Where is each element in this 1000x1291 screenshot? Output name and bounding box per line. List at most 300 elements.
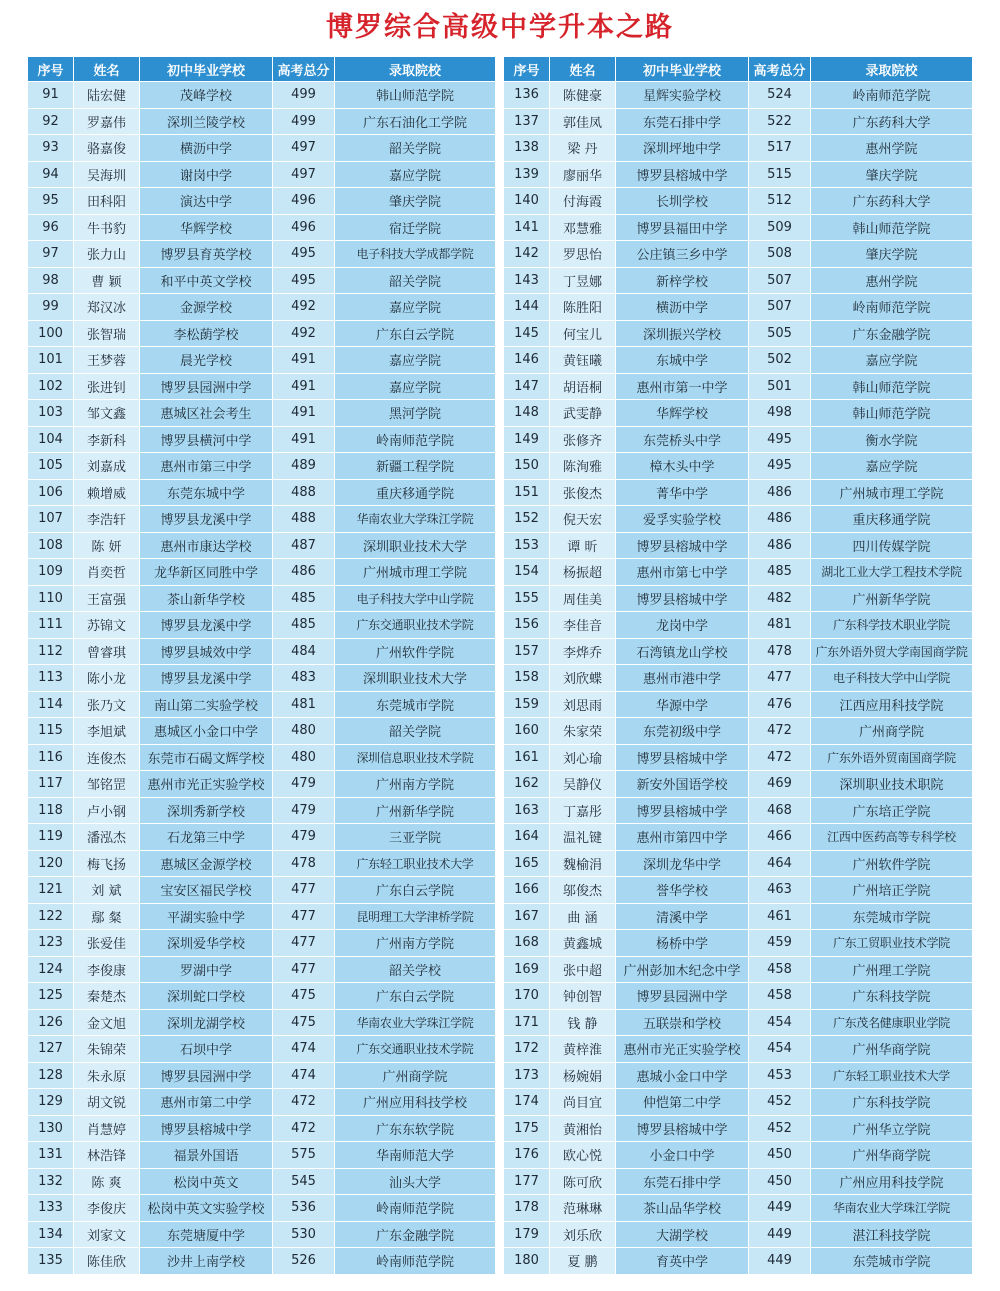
cell-student-name: 谭 昕: [550, 532, 616, 559]
cell-admitted-college: 惠州学院: [811, 267, 973, 294]
cell-total-score: 530: [273, 1221, 335, 1248]
cell-middle-school: 博罗县福田中学: [616, 214, 749, 241]
cell-total-score: 485: [273, 585, 335, 612]
cell-index: 109: [28, 559, 74, 586]
cell-admitted-college: 惠州学院: [811, 135, 973, 162]
table-row: [504, 267, 973, 294]
cell-total-score: 486: [273, 559, 335, 586]
cell-admitted-college: 广州理工学院: [811, 956, 973, 983]
cell-admitted-college: 深圳信息职业技术学院: [335, 744, 496, 771]
table-row: [504, 108, 973, 135]
cell-total-score: 501: [749, 373, 811, 400]
cell-student-name: 肖奕哲: [74, 559, 140, 586]
cell-admitted-college: 广州应用科技学校: [335, 1089, 496, 1116]
cell-middle-school: 平湖实验中学: [140, 903, 273, 930]
cell-student-name: 黄湘怡: [550, 1115, 616, 1142]
cell-admitted-college: 华南农业大学珠江学院: [811, 1195, 973, 1222]
cell-admitted-college: 电子科技大学成都学院: [335, 241, 496, 268]
header-middle-school: 初中毕业学校: [140, 57, 273, 82]
cell-middle-school: 博罗县龙溪中学: [140, 612, 273, 639]
cell-student-name: 刘乐欣: [550, 1221, 616, 1248]
table-row: [28, 320, 496, 347]
cell-middle-school: 东莞桥头中学: [616, 426, 749, 453]
cell-admitted-college: 重庆移通学院: [811, 506, 973, 533]
cell-student-name: 曹 颖: [74, 267, 140, 294]
table-row: [504, 188, 973, 215]
cell-middle-school: 松岗中英文实验学校: [140, 1195, 273, 1222]
table-row: [504, 585, 973, 612]
cell-index: 165: [504, 850, 550, 877]
cell-admitted-college: 广东科技学院: [811, 1089, 973, 1116]
cell-admitted-college: 韶关学院: [335, 267, 496, 294]
cell-index: 95: [28, 188, 74, 215]
cell-total-score: 458: [749, 956, 811, 983]
cell-student-name: 杨婉娟: [550, 1062, 616, 1089]
cell-student-name: 廖丽华: [550, 161, 616, 188]
cell-middle-school: 横沥中学: [140, 135, 273, 162]
cell-middle-school: 清溪中学: [616, 903, 749, 930]
table-row: [28, 1142, 496, 1169]
cell-index: 92: [28, 108, 74, 135]
cell-index: 170: [504, 983, 550, 1010]
cell-total-score: 454: [749, 1036, 811, 1063]
cell-middle-school: 茂峰学校: [140, 82, 273, 109]
cell-student-name: 郑汉冰: [74, 294, 140, 321]
cell-student-name: 陈可欣: [550, 1168, 616, 1195]
cell-middle-school: 茶山品华学校: [616, 1195, 749, 1222]
table-row: [28, 214, 496, 241]
table-row: [504, 956, 973, 983]
cell-student-name: 田科阳: [74, 188, 140, 215]
cell-student-name: 魏榆涓: [550, 850, 616, 877]
cell-admitted-college: 广东交通职业技术学院: [335, 612, 496, 639]
cell-index: 112: [28, 638, 74, 665]
table-row: [504, 135, 973, 162]
cell-middle-school: 龙岗中学: [616, 612, 749, 639]
cell-middle-school: 深圳秀新学校: [140, 797, 273, 824]
cell-index: 173: [504, 1062, 550, 1089]
cell-student-name: 钱 静: [550, 1009, 616, 1036]
cell-middle-school: 博罗县园洲中学: [140, 1062, 273, 1089]
cell-index: 143: [504, 267, 550, 294]
table-row: [504, 1062, 973, 1089]
cell-middle-school: 和平中英文学校: [140, 267, 273, 294]
cell-admitted-college: 岭南师范学院: [811, 82, 973, 109]
cell-admitted-college: 广州新华学院: [811, 585, 973, 612]
cell-total-score: 472: [749, 718, 811, 745]
table-row: [28, 161, 496, 188]
cell-total-score: 477: [749, 665, 811, 692]
cell-student-name: 刘心瑜: [550, 744, 616, 771]
cell-student-name: 陈洵雅: [550, 453, 616, 480]
cell-total-score: 477: [273, 903, 335, 930]
cell-total-score: 505: [749, 320, 811, 347]
table-row: [28, 241, 496, 268]
cell-student-name: 黄钰曦: [550, 347, 616, 374]
table-row: [504, 1009, 973, 1036]
cell-student-name: 李俊康: [74, 956, 140, 983]
cell-index: 137: [504, 108, 550, 135]
cell-admitted-college: 广东外语外贸南国商学院: [811, 744, 973, 771]
cell-index: 166: [504, 877, 550, 904]
cell-middle-school: 深圳坪地中学: [616, 135, 749, 162]
cell-admitted-college: 四川传媒学院: [811, 532, 973, 559]
cell-index: 176: [504, 1142, 550, 1169]
cell-middle-school: 惠州市第四中学: [616, 824, 749, 851]
table-row: [28, 135, 496, 162]
cell-middle-school: 菁华中学: [616, 479, 749, 506]
cell-student-name: 张中超: [550, 956, 616, 983]
cell-admitted-college: 广东培正学院: [811, 797, 973, 824]
table-row: [28, 479, 496, 506]
cell-middle-school: 李松蓢学校: [140, 320, 273, 347]
cell-index: 142: [504, 241, 550, 268]
table-row: [28, 1062, 496, 1089]
cell-middle-school: 茶山新华学校: [140, 585, 273, 612]
cell-student-name: 王梦蓉: [74, 347, 140, 374]
cell-index: 146: [504, 347, 550, 374]
cell-middle-school: 惠州市第二中学: [140, 1089, 273, 1116]
cell-admitted-college: 广东药科大学: [811, 108, 973, 135]
cell-index: 114: [28, 691, 74, 718]
cell-admitted-college: 广东交通职业技术学院: [335, 1036, 496, 1063]
cell-total-score: 507: [749, 267, 811, 294]
header-total-score: 高考总分: [749, 57, 811, 82]
cell-middle-school: 博罗县榕城中学: [616, 161, 749, 188]
cell-student-name: 刘嘉成: [74, 453, 140, 480]
table-row: [504, 1221, 973, 1248]
cell-student-name: 范琳琳: [550, 1195, 616, 1222]
table-row: [504, 161, 973, 188]
cell-total-score: 497: [273, 135, 335, 162]
cell-index: 174: [504, 1089, 550, 1116]
table-row: [28, 453, 496, 480]
table-row: [28, 426, 496, 453]
cell-student-name: 朱锦荣: [74, 1036, 140, 1063]
cell-total-score: 495: [273, 241, 335, 268]
cell-admitted-college: 韶关学校: [335, 956, 496, 983]
cell-total-score: 480: [273, 718, 335, 745]
cell-index: 169: [504, 956, 550, 983]
cell-total-score: 536: [273, 1195, 335, 1222]
cell-admitted-college: 广东金融学院: [811, 320, 973, 347]
cell-admitted-college: 广东金融学院: [335, 1221, 496, 1248]
cell-middle-school: 爱孚实验学校: [616, 506, 749, 533]
table-row: [504, 1036, 973, 1063]
cell-admitted-college: 广东白云学院: [335, 877, 496, 904]
cell-middle-school: 石坝中学: [140, 1036, 273, 1063]
table-row: [504, 214, 973, 241]
cell-student-name: 秦楚杰: [74, 983, 140, 1010]
cell-index: 148: [504, 400, 550, 427]
cell-index: 101: [28, 347, 74, 374]
cell-index: 164: [504, 824, 550, 851]
cell-middle-school: 星辉实验学校: [616, 82, 749, 109]
cell-admitted-college: 宿迁学院: [335, 214, 496, 241]
cell-index: 103: [28, 400, 74, 427]
table-row: [504, 824, 973, 851]
cell-total-score: 487: [273, 532, 335, 559]
cell-index: 151: [504, 479, 550, 506]
cell-total-score: 524: [749, 82, 811, 109]
cell-admitted-college: 新疆工程学院: [335, 453, 496, 480]
cell-middle-school: 深圳龙华中学: [616, 850, 749, 877]
cell-student-name: 夏 鹏: [550, 1248, 616, 1275]
admission-table-right: [503, 56, 973, 1275]
cell-student-name: 尚目宜: [550, 1089, 616, 1116]
cell-index: 172: [504, 1036, 550, 1063]
cell-index: 150: [504, 453, 550, 480]
cell-total-score: 478: [749, 638, 811, 665]
cell-admitted-college: 韶关学院: [335, 718, 496, 745]
cell-admitted-college: 韩山师范学院: [811, 373, 973, 400]
table-row: [28, 559, 496, 586]
cell-student-name: 梁 丹: [550, 135, 616, 162]
page-title: 博罗综合高级中学升本之路: [326, 12, 674, 43]
cell-total-score: 575: [273, 1142, 335, 1169]
cell-index: 115: [28, 718, 74, 745]
cell-admitted-college: 广州软件学院: [335, 638, 496, 665]
cell-middle-school: 福景外国语: [140, 1142, 273, 1169]
cell-middle-school: 博罗县龙溪中学: [140, 506, 273, 533]
cell-index: 153: [504, 532, 550, 559]
cell-admitted-college: 汕头大学: [335, 1168, 496, 1195]
cell-total-score: 508: [749, 241, 811, 268]
cell-index: 145: [504, 320, 550, 347]
cell-total-score: 480: [273, 744, 335, 771]
header-middle-school: 初中毕业学校: [616, 57, 749, 82]
table-row: [28, 1221, 496, 1248]
cell-total-score: 477: [273, 930, 335, 957]
cell-index: 121: [28, 877, 74, 904]
cell-student-name: 王富强: [74, 585, 140, 612]
cell-admitted-college: 湖北工业大学工程技术学院: [811, 559, 973, 586]
cell-admitted-college: 广州应用科技学院: [811, 1168, 973, 1195]
cell-total-score: 483: [273, 665, 335, 692]
cell-student-name: 钟创智: [550, 983, 616, 1010]
table-header-row: [504, 57, 973, 82]
cell-index: 129: [28, 1089, 74, 1116]
cell-student-name: 梅飞扬: [74, 850, 140, 877]
cell-admitted-college: 东莞城市学院: [811, 903, 973, 930]
cell-middle-school: 惠州市港中学: [616, 665, 749, 692]
cell-admitted-college: 嘉应学院: [335, 161, 496, 188]
table-row: [504, 1248, 973, 1275]
cell-admitted-college: 广州培正学院: [811, 877, 973, 904]
cell-student-name: 吴海圳: [74, 161, 140, 188]
cell-middle-school: 东莞石排中学: [616, 108, 749, 135]
cell-student-name: 吴静仪: [550, 771, 616, 798]
table-body-right: [504, 82, 973, 1275]
header-index: 序号: [504, 57, 550, 82]
cell-index: 161: [504, 744, 550, 771]
cell-middle-school: 演达中学: [140, 188, 273, 215]
cell-admitted-college: 东莞城市学院: [335, 691, 496, 718]
header-admitted-college: 录取院校: [811, 57, 973, 82]
table-row: [504, 373, 973, 400]
cell-middle-school: 博罗县榕城中学: [616, 744, 749, 771]
cell-admitted-college: 华南农业大学珠江学院: [335, 506, 496, 533]
cell-middle-school: 广州彭加木纪念中学: [616, 956, 749, 983]
cell-index: 128: [28, 1062, 74, 1089]
cell-admitted-college: 广州城市理工学院: [335, 559, 496, 586]
cell-student-name: 邹铭罡: [74, 771, 140, 798]
cell-student-name: 陈佳欣: [74, 1248, 140, 1275]
cell-index: 149: [504, 426, 550, 453]
cell-index: 124: [28, 956, 74, 983]
cell-index: 94: [28, 161, 74, 188]
cell-index: 140: [504, 188, 550, 215]
cell-middle-school: 深圳蛇口学校: [140, 983, 273, 1010]
table-row: [28, 1168, 496, 1195]
table-row: [504, 691, 973, 718]
cell-total-score: 472: [273, 1115, 335, 1142]
cell-student-name: 丁嘉彤: [550, 797, 616, 824]
cell-total-score: 466: [749, 824, 811, 851]
cell-admitted-college: 岭南师范学院: [335, 1248, 496, 1275]
table-row: [28, 294, 496, 321]
cell-middle-school: 石龙第三中学: [140, 824, 273, 851]
cell-middle-school: 惠城区金源学校: [140, 850, 273, 877]
cell-middle-school: 沙井上南学校: [140, 1248, 273, 1275]
cell-student-name: 黄鑫城: [550, 930, 616, 957]
cell-admitted-college: 深圳职业技术大学: [335, 532, 496, 559]
cell-student-name: 陈小龙: [74, 665, 140, 692]
cell-index: 116: [28, 744, 74, 771]
table-row: [28, 691, 496, 718]
cell-index: 111: [28, 612, 74, 639]
cell-index: 162: [504, 771, 550, 798]
cell-student-name: 丁昱娜: [550, 267, 616, 294]
cell-student-name: 曲 涵: [550, 903, 616, 930]
table-row: [504, 453, 973, 480]
cell-student-name: 罗嘉伟: [74, 108, 140, 135]
cell-middle-school: 宝安区福民学校: [140, 877, 273, 904]
cell-student-name: 邓慧雅: [550, 214, 616, 241]
cell-total-score: 545: [273, 1168, 335, 1195]
cell-student-name: 刘家文: [74, 1221, 140, 1248]
cell-index: 104: [28, 426, 74, 453]
cell-index: 117: [28, 771, 74, 798]
cell-middle-school: 深圳龙湖学校: [140, 1009, 273, 1036]
cell-total-score: 502: [749, 347, 811, 374]
cell-total-score: 475: [273, 983, 335, 1010]
cell-admitted-college: 广东科学技术职业学院: [811, 612, 973, 639]
table-body-left: [28, 82, 496, 1275]
cell-index: 123: [28, 930, 74, 957]
cell-index: 133: [28, 1195, 74, 1222]
cell-student-name: 罗思怡: [550, 241, 616, 268]
cell-admitted-college: 江西应用科技学院: [811, 691, 973, 718]
cell-total-score: 522: [749, 108, 811, 135]
cell-total-score: 453: [749, 1062, 811, 1089]
cell-middle-school: 誉华学校: [616, 877, 749, 904]
cell-total-score: 499: [273, 108, 335, 135]
table-row: [504, 320, 973, 347]
cell-middle-school: 石湾镇龙山学校: [616, 638, 749, 665]
cell-index: 180: [504, 1248, 550, 1275]
cell-admitted-college: 广州华立学院: [811, 1115, 973, 1142]
cell-index: 98: [28, 267, 74, 294]
cell-index: 139: [504, 161, 550, 188]
cell-admitted-college: 广东石油化工学院: [335, 108, 496, 135]
cell-middle-school: 博罗县园洲中学: [140, 373, 273, 400]
cell-total-score: 512: [749, 188, 811, 215]
header-admitted-college: 录取院校: [335, 57, 496, 82]
cell-total-score: 497: [273, 161, 335, 188]
cell-admitted-college: 深圳职业技术职院: [811, 771, 973, 798]
cell-admitted-college: 电子科技大学中山学院: [335, 585, 496, 612]
cell-admitted-college: 嘉应学院: [335, 294, 496, 321]
table-row: [28, 824, 496, 851]
table-row: [28, 400, 496, 427]
cell-total-score: 475: [273, 1009, 335, 1036]
cell-middle-school: 小金口中学: [616, 1142, 749, 1169]
table-row: [504, 930, 973, 957]
cell-index: 154: [504, 559, 550, 586]
cell-middle-school: 惠州市第三中学: [140, 453, 273, 480]
cell-admitted-college: 韩山师范学院: [335, 82, 496, 109]
cell-middle-school: 惠州市康达学校: [140, 532, 273, 559]
table-row: [504, 850, 973, 877]
cell-student-name: 刘 斌: [74, 877, 140, 904]
table-header-row: [28, 57, 496, 82]
cell-student-name: 陈健豪: [550, 82, 616, 109]
table-row: [504, 903, 973, 930]
cell-total-score: 476: [749, 691, 811, 718]
cell-index: 132: [28, 1168, 74, 1195]
cell-admitted-college: 广州华商学院: [811, 1036, 973, 1063]
cell-admitted-college: 江西中医药高等专科学校: [811, 824, 973, 851]
cell-middle-school: 深圳振兴学校: [616, 320, 749, 347]
cell-middle-school: 华辉学校: [140, 214, 273, 241]
table-row: [504, 426, 973, 453]
cell-index: 97: [28, 241, 74, 268]
cell-total-score: 463: [749, 877, 811, 904]
cell-middle-school: 东莞市石碣文辉学校: [140, 744, 273, 771]
cell-total-score: 491: [273, 400, 335, 427]
cell-total-score: 492: [273, 320, 335, 347]
cell-middle-school: 博罗县榕城中学: [140, 1115, 273, 1142]
cell-student-name: 林浩锋: [74, 1142, 140, 1169]
cell-middle-school: 东莞初级中学: [616, 718, 749, 745]
cell-total-score: 492: [273, 294, 335, 321]
cell-admitted-college: 韶关学院: [335, 135, 496, 162]
cell-total-score: 485: [273, 612, 335, 639]
table-row: [28, 903, 496, 930]
cell-total-score: 452: [749, 1115, 811, 1142]
cell-admitted-college: 肇庆学院: [811, 241, 973, 268]
table-row: [504, 294, 973, 321]
cell-admitted-college: 广州华商学院: [811, 1142, 973, 1169]
cell-student-name: 张俊杰: [550, 479, 616, 506]
cell-middle-school: 东莞石排中学: [616, 1168, 749, 1195]
cell-middle-school: 博罗县榕城中学: [616, 1115, 749, 1142]
cell-total-score: 515: [749, 161, 811, 188]
table-row: [28, 1089, 496, 1116]
cell-middle-school: 博罗县榕城中学: [616, 797, 749, 824]
table-row: [504, 82, 973, 109]
cell-total-score: 486: [749, 506, 811, 533]
cell-middle-school: 深圳兰陵学校: [140, 108, 273, 135]
cell-total-score: 474: [273, 1062, 335, 1089]
cell-index: 91: [28, 82, 74, 109]
cell-student-name: 陆宏健: [74, 82, 140, 109]
table-row: [28, 930, 496, 957]
cell-admitted-college: 华南师范大学: [335, 1142, 496, 1169]
cell-total-score: 449: [749, 1221, 811, 1248]
cell-total-score: 491: [273, 347, 335, 374]
